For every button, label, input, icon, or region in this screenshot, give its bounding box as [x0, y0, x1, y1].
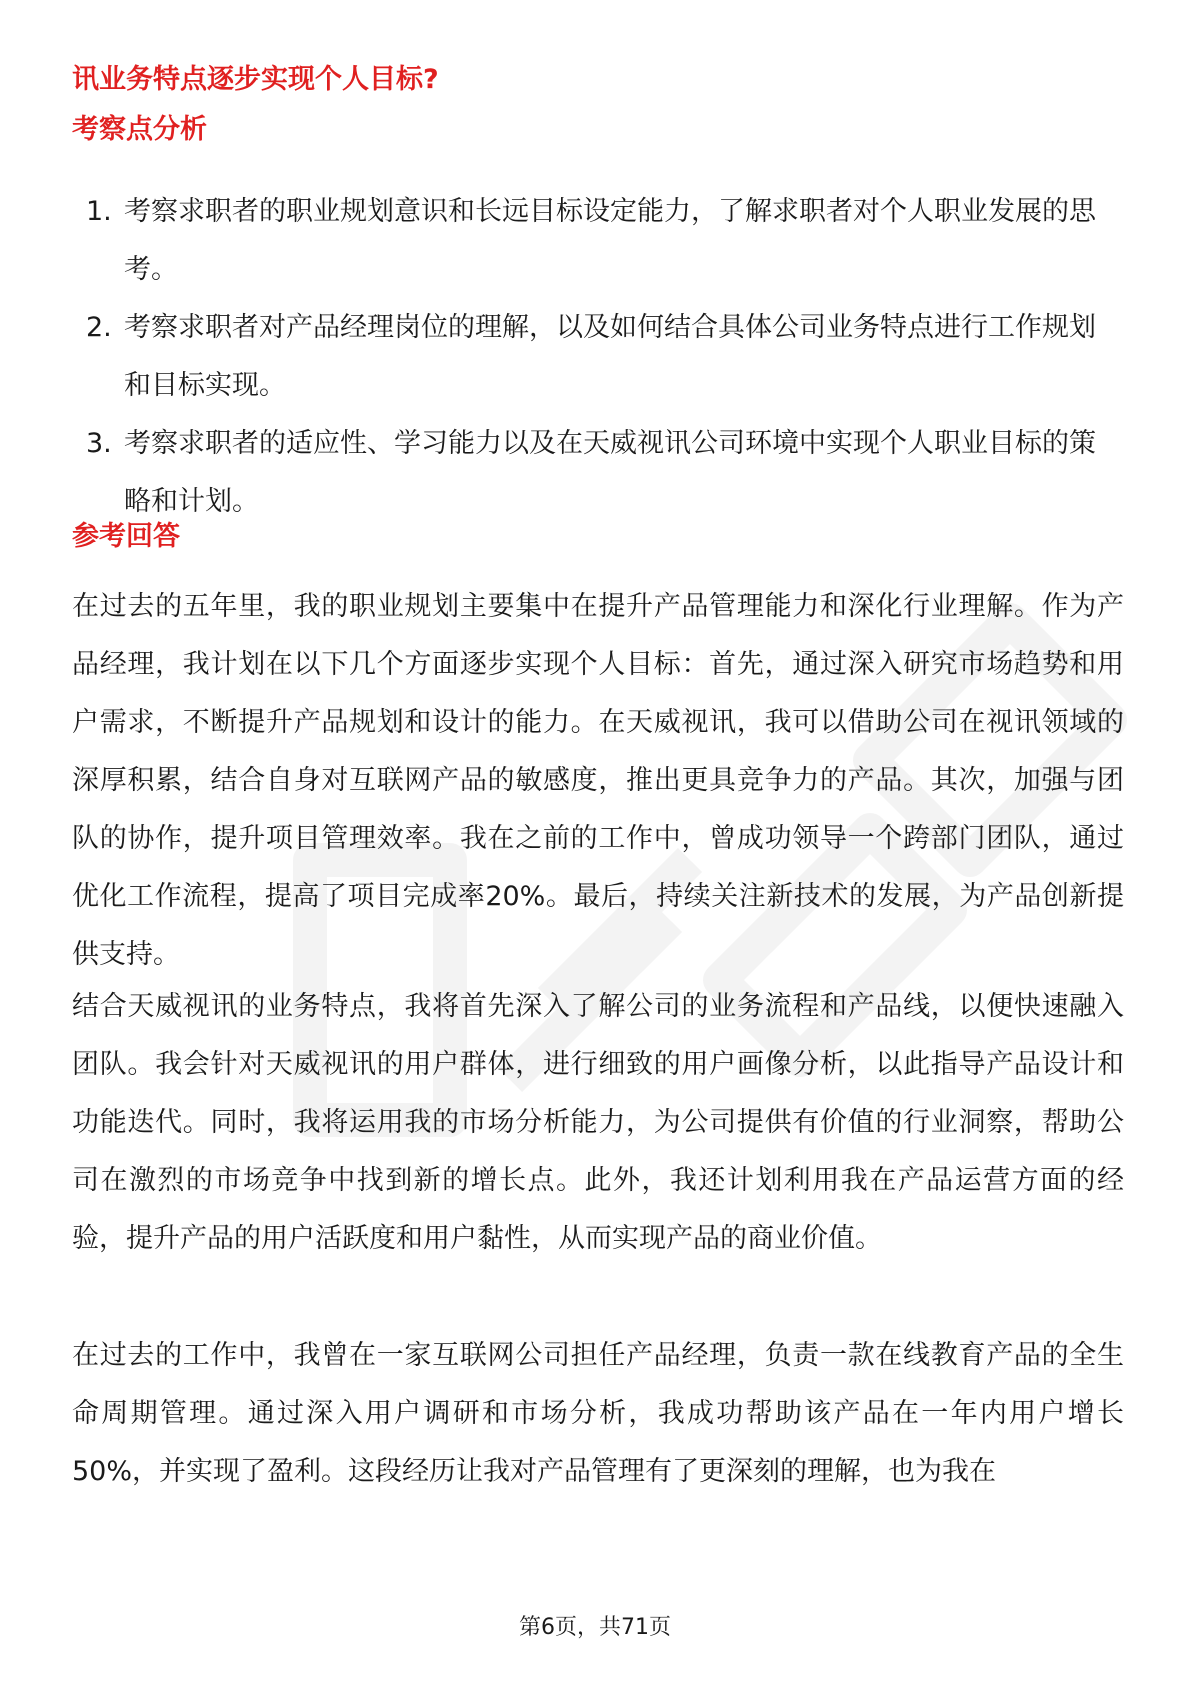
- list-item-number: 2.: [86, 312, 112, 343]
- analysis-heading: 考察点分析: [72, 114, 207, 145]
- list-item-number: 1.: [86, 196, 112, 227]
- list-item-text: 考察求职者对产品经理岗位的理解，以及如何结合具体公司业务特点进行工作规划和目标实现。: [124, 312, 1096, 401]
- list-item-text: 考察求职者的适应性、学习能力以及在天威视讯公司环境中实现个人职业目标的策略和计划。: [124, 428, 1096, 517]
- list-item: [72, 183, 1122, 299]
- list-item: [72, 299, 1122, 415]
- page-number: 第6页，共71页: [519, 1615, 671, 1640]
- answer-paragraph-1: 在过去的五年里，我的职业规划主要集中在提升产品管理能力和深化行业理解。作为产品经理，我计划在以下几个方面逐步实现个人目标：首先，通过深入研究市场趋势和用户需求，不断提升产品规划和设计的能力。在天威视讯，我可以借助公司在视讯领域的深厚积累，结合自身对互联网产品的敏感度，推出更具竞争力的产品。其次，加强与团队的协作，提升项目管理效率。我在之前的工作中，曾成功领导一个跨部门团队，通过优化工作流程，提高了项目完成率20%。最后，持续关注新技术的发展，为产品创新提供支持。: [72, 591, 1124, 970]
- answer-paragraph-3: 在过去的工作中，我曾在一家互联网公司担任产品经理，负责一款在线教育产品的全生命周期管理。通过深入用户调研和市场分析，我成功帮助该产品在一年内用户增长50%，并实现了盈利。这段经历让我对产品管理有了更深刻的理解，也为我在: [72, 1340, 1124, 1487]
- answer-heading: 参考回答: [72, 521, 180, 552]
- question-title-continuation: 讯业务特点逐步实现个人目标?: [72, 64, 439, 95]
- list-item-text: 考察求职者的职业规划意识和长远目标设定能力，了解求职者对个人职业发展的思考。: [124, 196, 1096, 285]
- list-item: [72, 415, 1122, 531]
- answer-paragraph-2: 结合天威视讯的业务特点，我将首先深入了解公司的业务流程和产品线，以便快速融入团队。我会针对天威视讯的用户群体，进行细致的用户画像分析，以此指导产品设计和功能迭代。同时，我将运用我的市场分析能力，为公司提供有价值的行业洞察，帮助公司在激烈的市场竞争中找到新的增长点。此外，我还计划利用我在产品运营方面的经验，提升产品的用户活跃度和用户黏性，从而实现产品的商业价值。: [72, 991, 1124, 1254]
- list-item-number: 3.: [86, 428, 112, 459]
- analysis-list: [72, 183, 1122, 531]
